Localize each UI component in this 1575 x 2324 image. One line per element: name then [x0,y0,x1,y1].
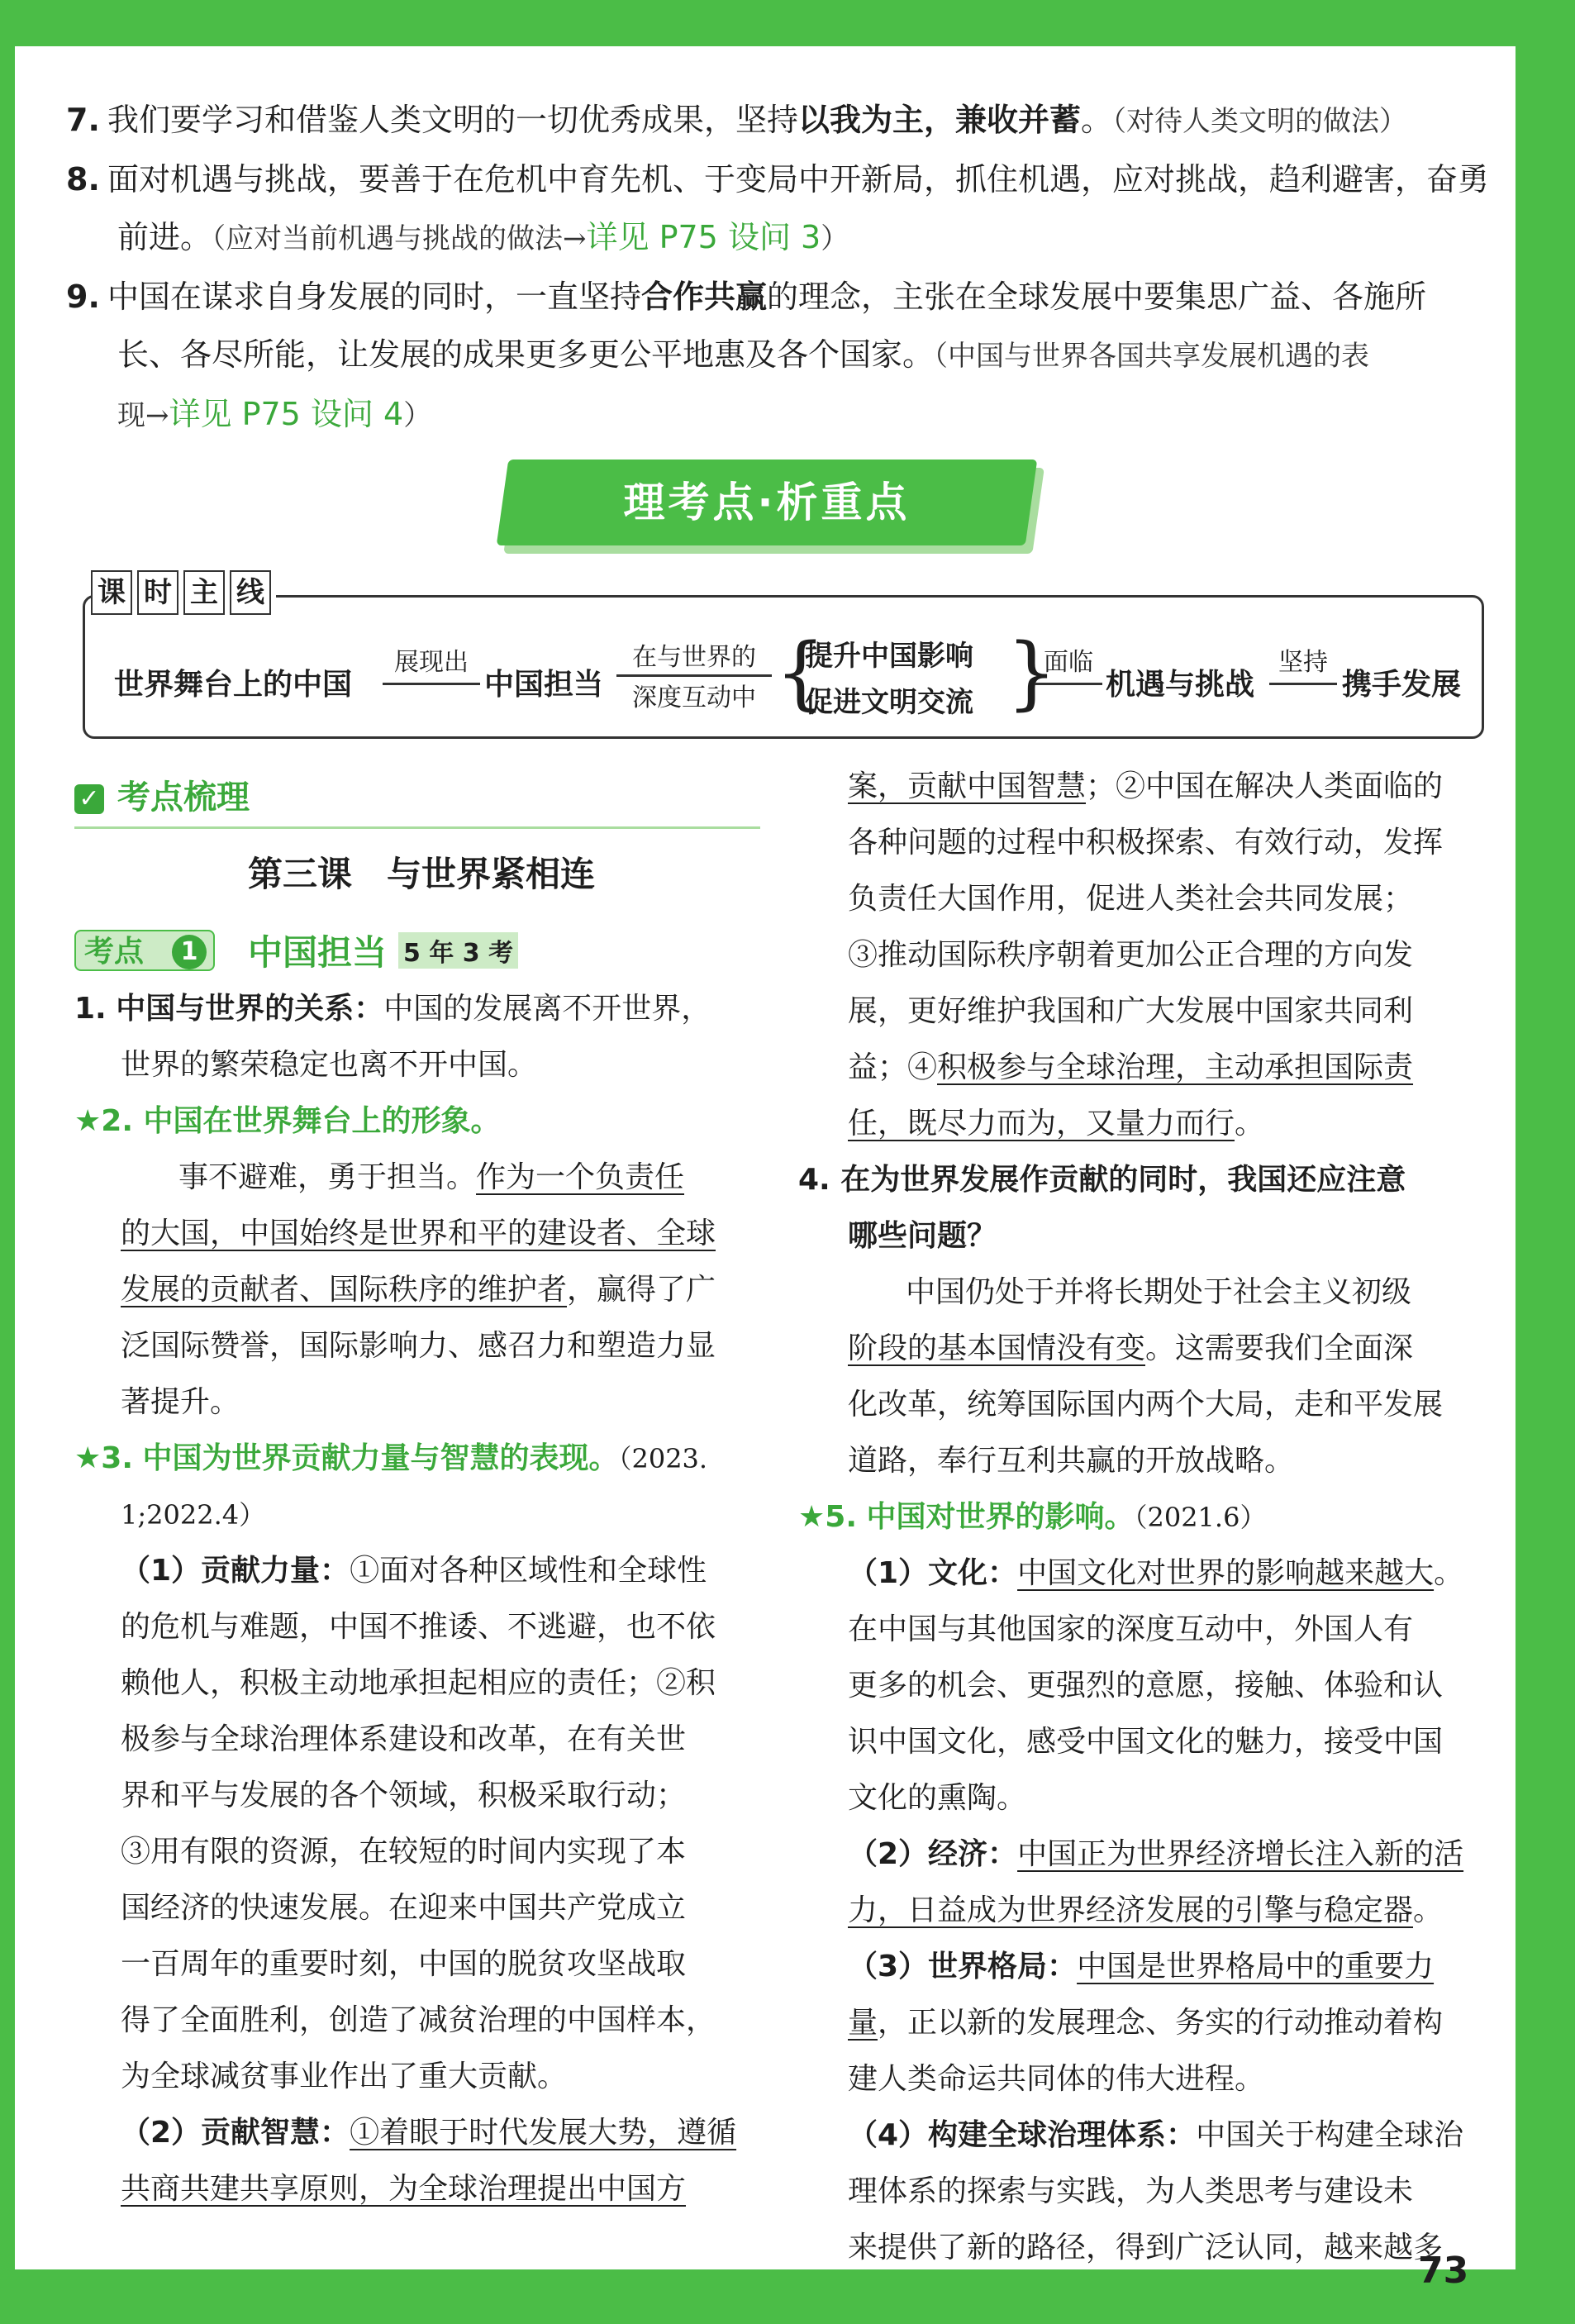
route-arrow-1: 展现出 [383,641,480,685]
left-border [0,0,15,2324]
route-arrow-4: 坚持 [1269,641,1337,685]
route-node-3: 机遇与挑战 [1106,668,1255,702]
point-1: 1. 中国与世界的关系：中国的发展离不开世界， [74,992,711,1026]
item-8-cont: 前进。（应对当前机遇与挑战的做法→详见 P75 设问 3） [117,219,849,255]
point-4: 4. 在为世界发展作贡献的同时，我国还应注意 [798,1163,1406,1197]
check-icon: ✓ [74,784,104,814]
route-node-1: 世界舞台上的中国 [114,668,353,702]
route-brace-right: } [1006,626,1058,719]
section-banner: 理考点·析重点 [623,479,911,526]
link-p75-q4[interactable]: 详见 P75 设问 4 [169,396,404,432]
point-3-title: ★3. 中国为世界贡献力量与智慧的表现。（2023. [74,1441,708,1475]
item-9-cont: 长、各尽所能，让发展的成果更多更公平地惠及各个国家。（中国与世界各国共享发展机遇的表 [117,336,1370,373]
route-branch: 提升中国影响 促进文明交流 [805,640,973,719]
left-column: ✓ 考点梳理 第三课 与世界紧相连 考点 1 中国担当 5 年 3 考 1. 中国与世界的关系：中国的发展离不开世界， 世界的繁荣稳定也离不开中国。 ★2. 中国在世界舞台上的形象。 事不避难，勇于担当。作为一个负责任 的大国，中国始终是世界和平的建设者、全球 发展的贡献者、国际秩序的维护者，赢得了广 泛国际赞誉，国际影响力、感召力和塑造力显 著提升。 ★3. 中国为世界贡献力量与智慧的表现。（2023. 1;2022.4） （1）贡献力量：①面对各种区域性和全球性 的危机与难题，中国不推诿、不逃避，也不依 赖他人，积极主动地承担起相应的责任；②积 极参与全球治理体系建设和改革，在有关世 界和平与发展的各个领域，积极采取行动； ③用有限的资源，在较短的时间内实现了本 国经济的快速发展。在迎来中国共产党成立 一百周年的重要时刻，中国的脱贫攻坚战取 得了全面胜利，创造了减贫治理的中国样本， 为全球减贫事业作出了重大贡献。 （2）贡献智慧：①着眼于时代发展大势，遵循 共商共建共享原则，为全球治理提出中国方 [74,769,768,2217]
point-2-title: ★2. 中国在世界舞台上的形象。 [74,1104,501,1138]
item-9: 9. 中国在谋求自身发展的同时，一直坚持合作共赢的理念，主张在全球发展中要集思广益、各施所 [66,279,1427,315]
course-route [114,626,1469,727]
item-7: 7. 我们要学习和借鉴人类文明的一切优秀成果，坚持以我为主，兼收并蓄。（对待人类文明的做法） [66,102,1408,138]
link-p75-q3[interactable]: 详见 P75 设问 3 [586,219,821,255]
top-items [66,91,1490,445]
section-heading: ✓ 考点梳理 [74,769,760,829]
route-arrow-2: 在与世界的 深度互动中 [616,636,772,713]
item-9-cont2: 现→详见 P75 设问 4） [117,396,432,432]
right-column: 案，贡献中国智慧；②中国在解决人类面临的 各种问题的过程中积极探索、有效行动，发挥 负责任大国作用，促进人类社会共同发展； ③推动国际秩序朝着更加公正合理的方向发 展，更好维护我国和广大发展中国家共同利 益；④积极参与全球治理，主动承担国际责 任，既尽力而为，又量力而行。 4. 在为世界发展作贡献的同时，我国还应注意 哪些问题？ 中国仍处于并将长期处于社会主义初级 阶段的基本国情没有变。这需要我们全面深 化改革，统筹国际国内两个大局，走和平发展 道路，奉行互利共赢的开放战略。 ★5. 中国对世界的影响。（2021.6） （1）文化：中国文化对世界的影响越来越大。 在中国与其他国家的深度互动中，外国人有 更多的机会、更强烈的意愿，接触、体验和认 识中国文化，感受中国文化的魅力，接受中国 文化的熏陶。 （2）经济：中国正为世界经济增长注入新的活 力，日益成为世界经济发展的引擎与稳定器。 （3）世界格局：中国是世界格局中的重要力 量，正以新的发展理念、务实的行动推动着构 建人类命运共同体的伟大进程。 （4）构建全球治理体系：中国关于构建全球治 理体系的探索与实践，为人类思考与建设未 来提供了新的路径，得到广泛认同，越来越多 [798,759,1492,2276]
page-number: 73 [1418,2250,1469,2292]
route-node-2: 中国担当 [484,668,604,702]
item-8: 8. 面对机遇与挑战，要善于在危机中育先机、于变局中开新局，抓住机遇，应对挑战，趋利避害，奋勇 [66,161,1490,198]
bottom-border [0,2269,1575,2324]
keypoint-header: 考点 1 中国担当 5 年 3 考 [74,920,768,981]
route-brace-left: { [775,626,826,719]
top-border [0,0,1575,46]
point-5-title: ★5. 中国对世界的影响。（2021.6） [798,1500,1267,1534]
route-arrow-3: 面临 [1035,641,1102,685]
keypoint-tag: 考点 1 [74,930,215,971]
route-node-4: 携手发展 [1342,668,1462,702]
right-border [1516,0,1575,2324]
lesson-title: 第三课 与世界紧相连 [247,854,595,894]
course-route-title: 课 时 主 线 [91,570,276,615]
